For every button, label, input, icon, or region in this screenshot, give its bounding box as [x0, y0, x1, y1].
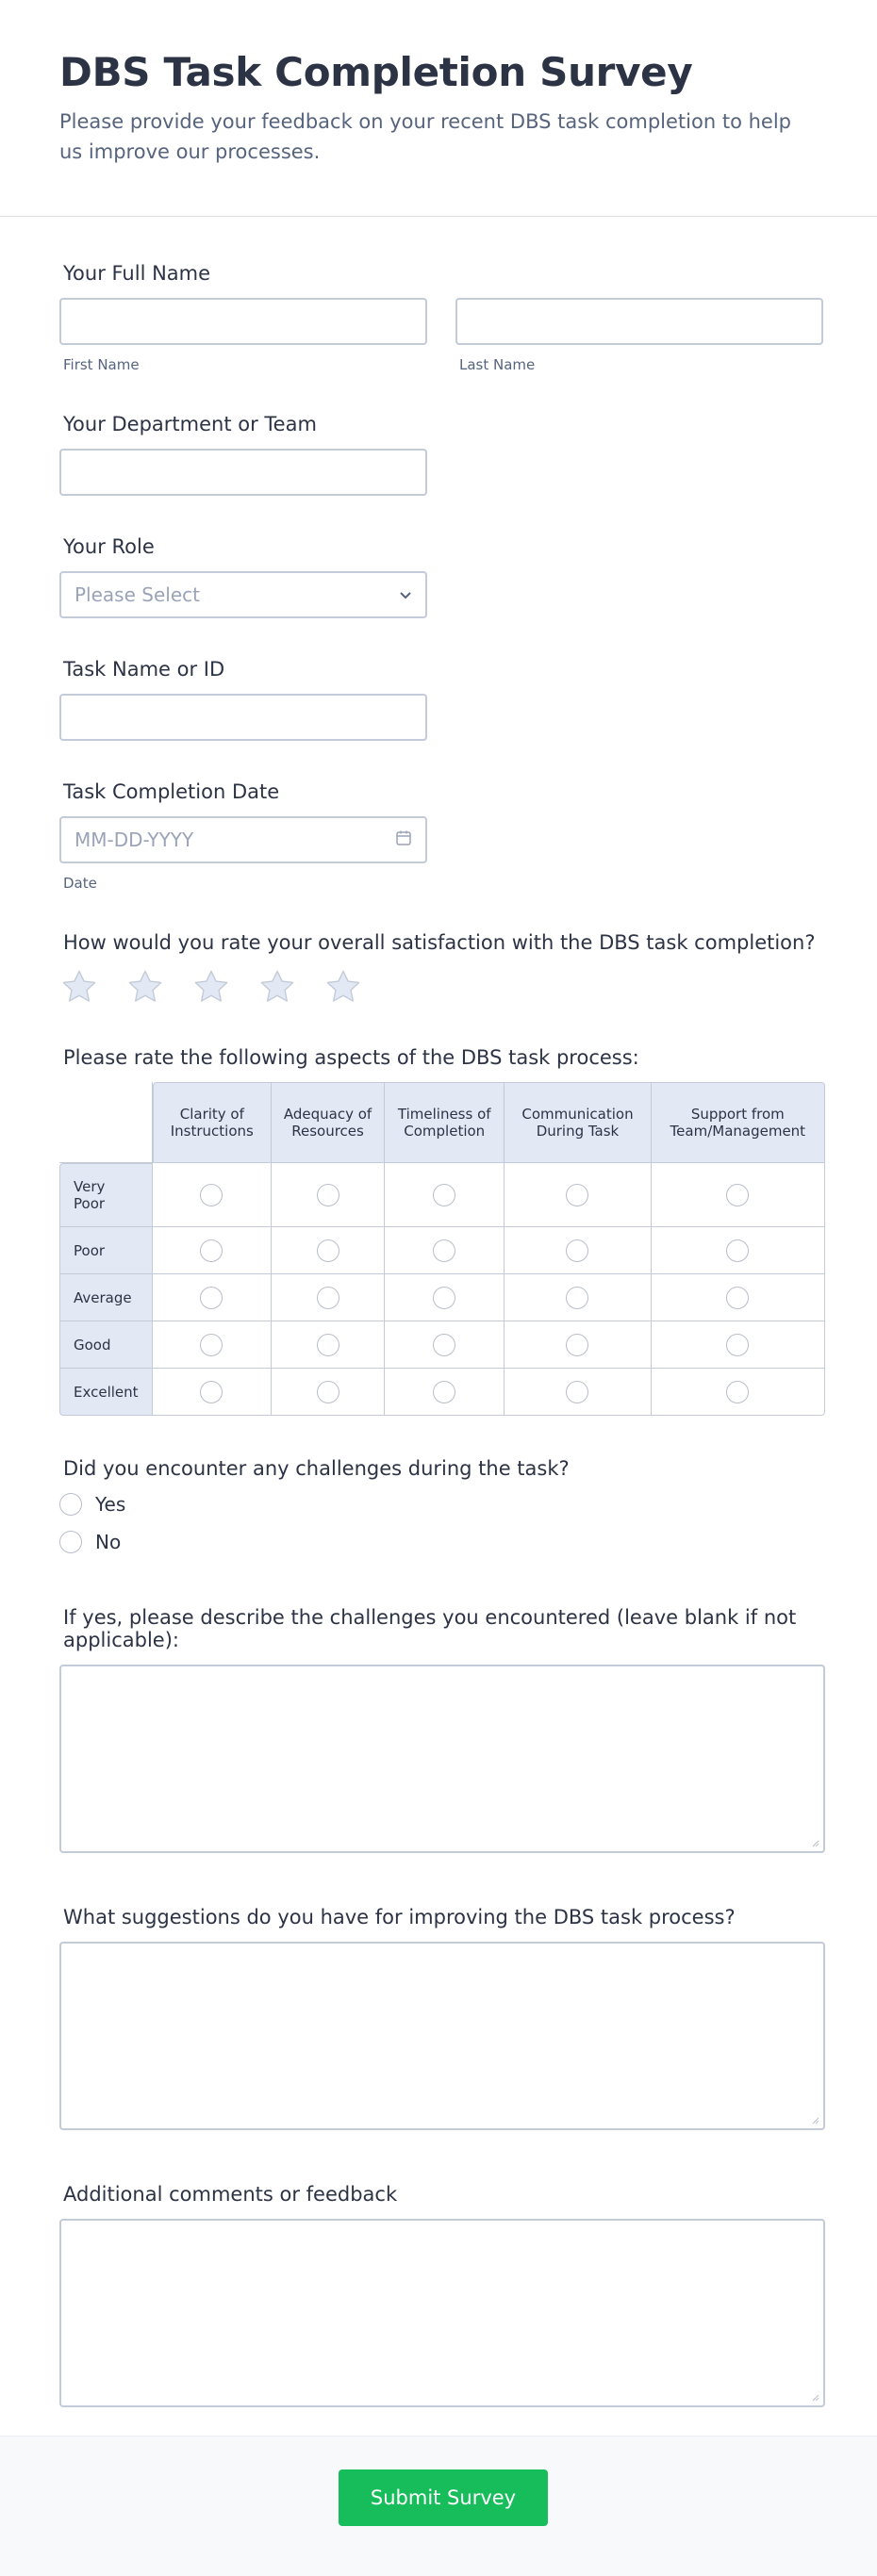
matrix-column-header: Communication During Task: [505, 1082, 651, 1163]
matrix-label: Please rate the following aspects of the DBS task process:: [63, 1046, 639, 1069]
date-sublabel: Date: [63, 875, 97, 892]
satisfaction-label: How would you rate your overall satisfaction with the DBS task completion?: [63, 931, 816, 954]
matrix-row-label: Very Poor: [59, 1163, 153, 1227]
matrix-cell: [652, 1369, 825, 1416]
full-name-question: [59, 262, 877, 373]
matrix-column-header: Timeliness of Completion: [385, 1082, 505, 1163]
matrix-radio[interactable]: [433, 1334, 455, 1356]
task-input[interactable]: [59, 694, 427, 741]
challenges-description-label: If yes, please describe the challenges you encountered (leave blank if not applicable):: [63, 1606, 797, 1651]
matrix-radio[interactable]: [566, 1287, 588, 1309]
matrix-radio[interactable]: [726, 1287, 749, 1309]
option-yes-label: Yes: [95, 1493, 126, 1516]
matrix-radio[interactable]: [317, 1287, 339, 1309]
matrix-corner: [59, 1082, 153, 1163]
suggestions-label: What suggestions do you have for improving the DBS task process?: [63, 1906, 736, 1928]
matrix-cell: [385, 1274, 505, 1321]
matrix-cell: [272, 1227, 385, 1274]
date-question: [59, 780, 877, 892]
option-no-label: No: [95, 1531, 122, 1553]
matrix-question: [59, 1046, 877, 1416]
challenges-option-yes[interactable]: [59, 1493, 877, 1516]
challenges-description-question: [59, 1606, 877, 1853]
full-name-label: Your Full Name: [63, 262, 211, 285]
star-icon[interactable]: [257, 967, 297, 1007]
star-icon[interactable]: [59, 967, 99, 1007]
department-input[interactable]: [59, 449, 427, 496]
matrix-cell: [505, 1227, 651, 1274]
matrix-radio[interactable]: [200, 1287, 223, 1309]
matrix-radio[interactable]: [317, 1184, 339, 1206]
matrix-row-label: Good: [59, 1321, 153, 1369]
matrix-cell: [153, 1163, 272, 1227]
role-label: Your Role: [63, 535, 155, 558]
resize-grip-icon[interactable]: [810, 2392, 819, 2402]
matrix-cell: [505, 1163, 651, 1227]
date-label: Task Completion Date: [63, 780, 280, 803]
matrix-cell: [505, 1369, 651, 1416]
matrix-radio[interactable]: [200, 1381, 223, 1403]
suggestions-textarea[interactable]: [59, 1942, 825, 2130]
challenges-option-no[interactable]: [59, 1531, 877, 1553]
satisfaction-question: [59, 931, 877, 1007]
date-input[interactable]: [59, 816, 427, 863]
rating-matrix: [59, 1082, 825, 1416]
matrix-cell: [505, 1321, 651, 1369]
matrix-column-header: Support from Team/Management: [652, 1082, 825, 1163]
calendar-icon[interactable]: [395, 829, 412, 850]
matrix-radio[interactable]: [566, 1184, 588, 1206]
role-question: [59, 535, 877, 618]
challenges-description-textarea[interactable]: [59, 1665, 825, 1853]
first-name-input[interactable]: [59, 298, 427, 345]
matrix-row-label: Poor: [59, 1227, 153, 1274]
matrix-radio[interactable]: [200, 1184, 223, 1206]
star-rating: [59, 967, 877, 1007]
role-select[interactable]: [59, 571, 427, 618]
chevron-down-icon: [399, 586, 412, 604]
matrix-radio[interactable]: [433, 1239, 455, 1262]
first-name-sublabel: First Name: [63, 356, 140, 373]
challenges-label: Did you encounter any challenges during the task?: [63, 1457, 570, 1480]
matrix-radio[interactable]: [433, 1381, 455, 1403]
matrix-cell: [385, 1163, 505, 1227]
matrix-radio[interactable]: [317, 1239, 339, 1262]
matrix-radio[interactable]: [566, 1381, 588, 1403]
matrix-row: [59, 1274, 825, 1321]
department-label: Your Department or Team: [63, 413, 317, 435]
date-placeholder: MM-DD-YYYY: [74, 829, 194, 851]
star-icon[interactable]: [125, 967, 165, 1007]
matrix-radio[interactable]: [726, 1381, 749, 1403]
page-subtitle: Please provide your feedback on your recent DBS task completion to help us improve our processes.: [59, 110, 791, 163]
matrix-radio[interactable]: [433, 1184, 455, 1206]
resize-grip-icon[interactable]: [810, 1838, 819, 1847]
matrix-cell: [652, 1321, 825, 1369]
comments-label: Additional comments or feedback: [63, 2183, 398, 2206]
matrix-cell: [153, 1274, 272, 1321]
matrix-cell: [272, 1274, 385, 1321]
matrix-radio[interactable]: [726, 1239, 749, 1262]
matrix-cell: [505, 1274, 651, 1321]
resize-grip-icon[interactable]: [810, 2115, 819, 2125]
task-question: [59, 658, 877, 741]
radio-no[interactable]: [59, 1531, 82, 1553]
radio-yes[interactable]: [59, 1493, 82, 1516]
survey-form: [0, 262, 877, 2407]
matrix-cell: [272, 1321, 385, 1369]
matrix-radio[interactable]: [726, 1334, 749, 1356]
page-title: DBS Task Completion Survey: [59, 49, 693, 95]
last-name-input[interactable]: [455, 298, 823, 345]
last-name-sublabel: Last Name: [459, 356, 536, 373]
submit-button[interactable]: Submit Survey: [339, 2469, 548, 2526]
comments-textarea[interactable]: [59, 2219, 825, 2407]
task-label: Task Name or ID: [63, 658, 225, 681]
matrix-radio[interactable]: [200, 1334, 223, 1356]
matrix-cell: [385, 1321, 505, 1369]
matrix-radio[interactable]: [317, 1381, 339, 1403]
matrix-radio[interactable]: [566, 1239, 588, 1262]
star-icon[interactable]: [323, 967, 363, 1007]
matrix-cell: [385, 1369, 505, 1416]
matrix-cell: [153, 1369, 272, 1416]
role-select-value: Please Select: [74, 583, 200, 606]
matrix-cell: [385, 1227, 505, 1274]
matrix-radio[interactable]: [200, 1239, 223, 1262]
matrix-row: [59, 1227, 825, 1274]
matrix-cell: [153, 1321, 272, 1369]
matrix-column-header: Adequacy of Resources: [272, 1082, 385, 1163]
matrix-row: [59, 1369, 825, 1416]
matrix-row: [59, 1163, 825, 1227]
form-header: [0, 0, 877, 217]
matrix-radio[interactable]: [566, 1334, 588, 1356]
matrix-cell: [153, 1227, 272, 1274]
matrix-row: [59, 1321, 825, 1369]
matrix-cell: [652, 1163, 825, 1227]
matrix-radio[interactable]: [433, 1287, 455, 1309]
form-footer: [0, 2436, 877, 2576]
matrix-column-header: Clarity of Instructions: [153, 1082, 272, 1163]
suggestions-question: [59, 1906, 877, 2130]
matrix-cell: [272, 1369, 385, 1416]
star-icon[interactable]: [191, 967, 231, 1007]
department-question: [59, 413, 877, 496]
matrix-cell: [652, 1227, 825, 1274]
matrix-cell: [652, 1274, 825, 1321]
matrix-radio[interactable]: [317, 1334, 339, 1356]
matrix-cell: [272, 1163, 385, 1227]
matrix-radio[interactable]: [726, 1184, 749, 1206]
matrix-row-label: Excellent: [59, 1369, 153, 1416]
matrix-row-label: Average: [59, 1274, 153, 1321]
comments-question: [59, 2183, 877, 2407]
challenges-question: [59, 1457, 877, 1553]
